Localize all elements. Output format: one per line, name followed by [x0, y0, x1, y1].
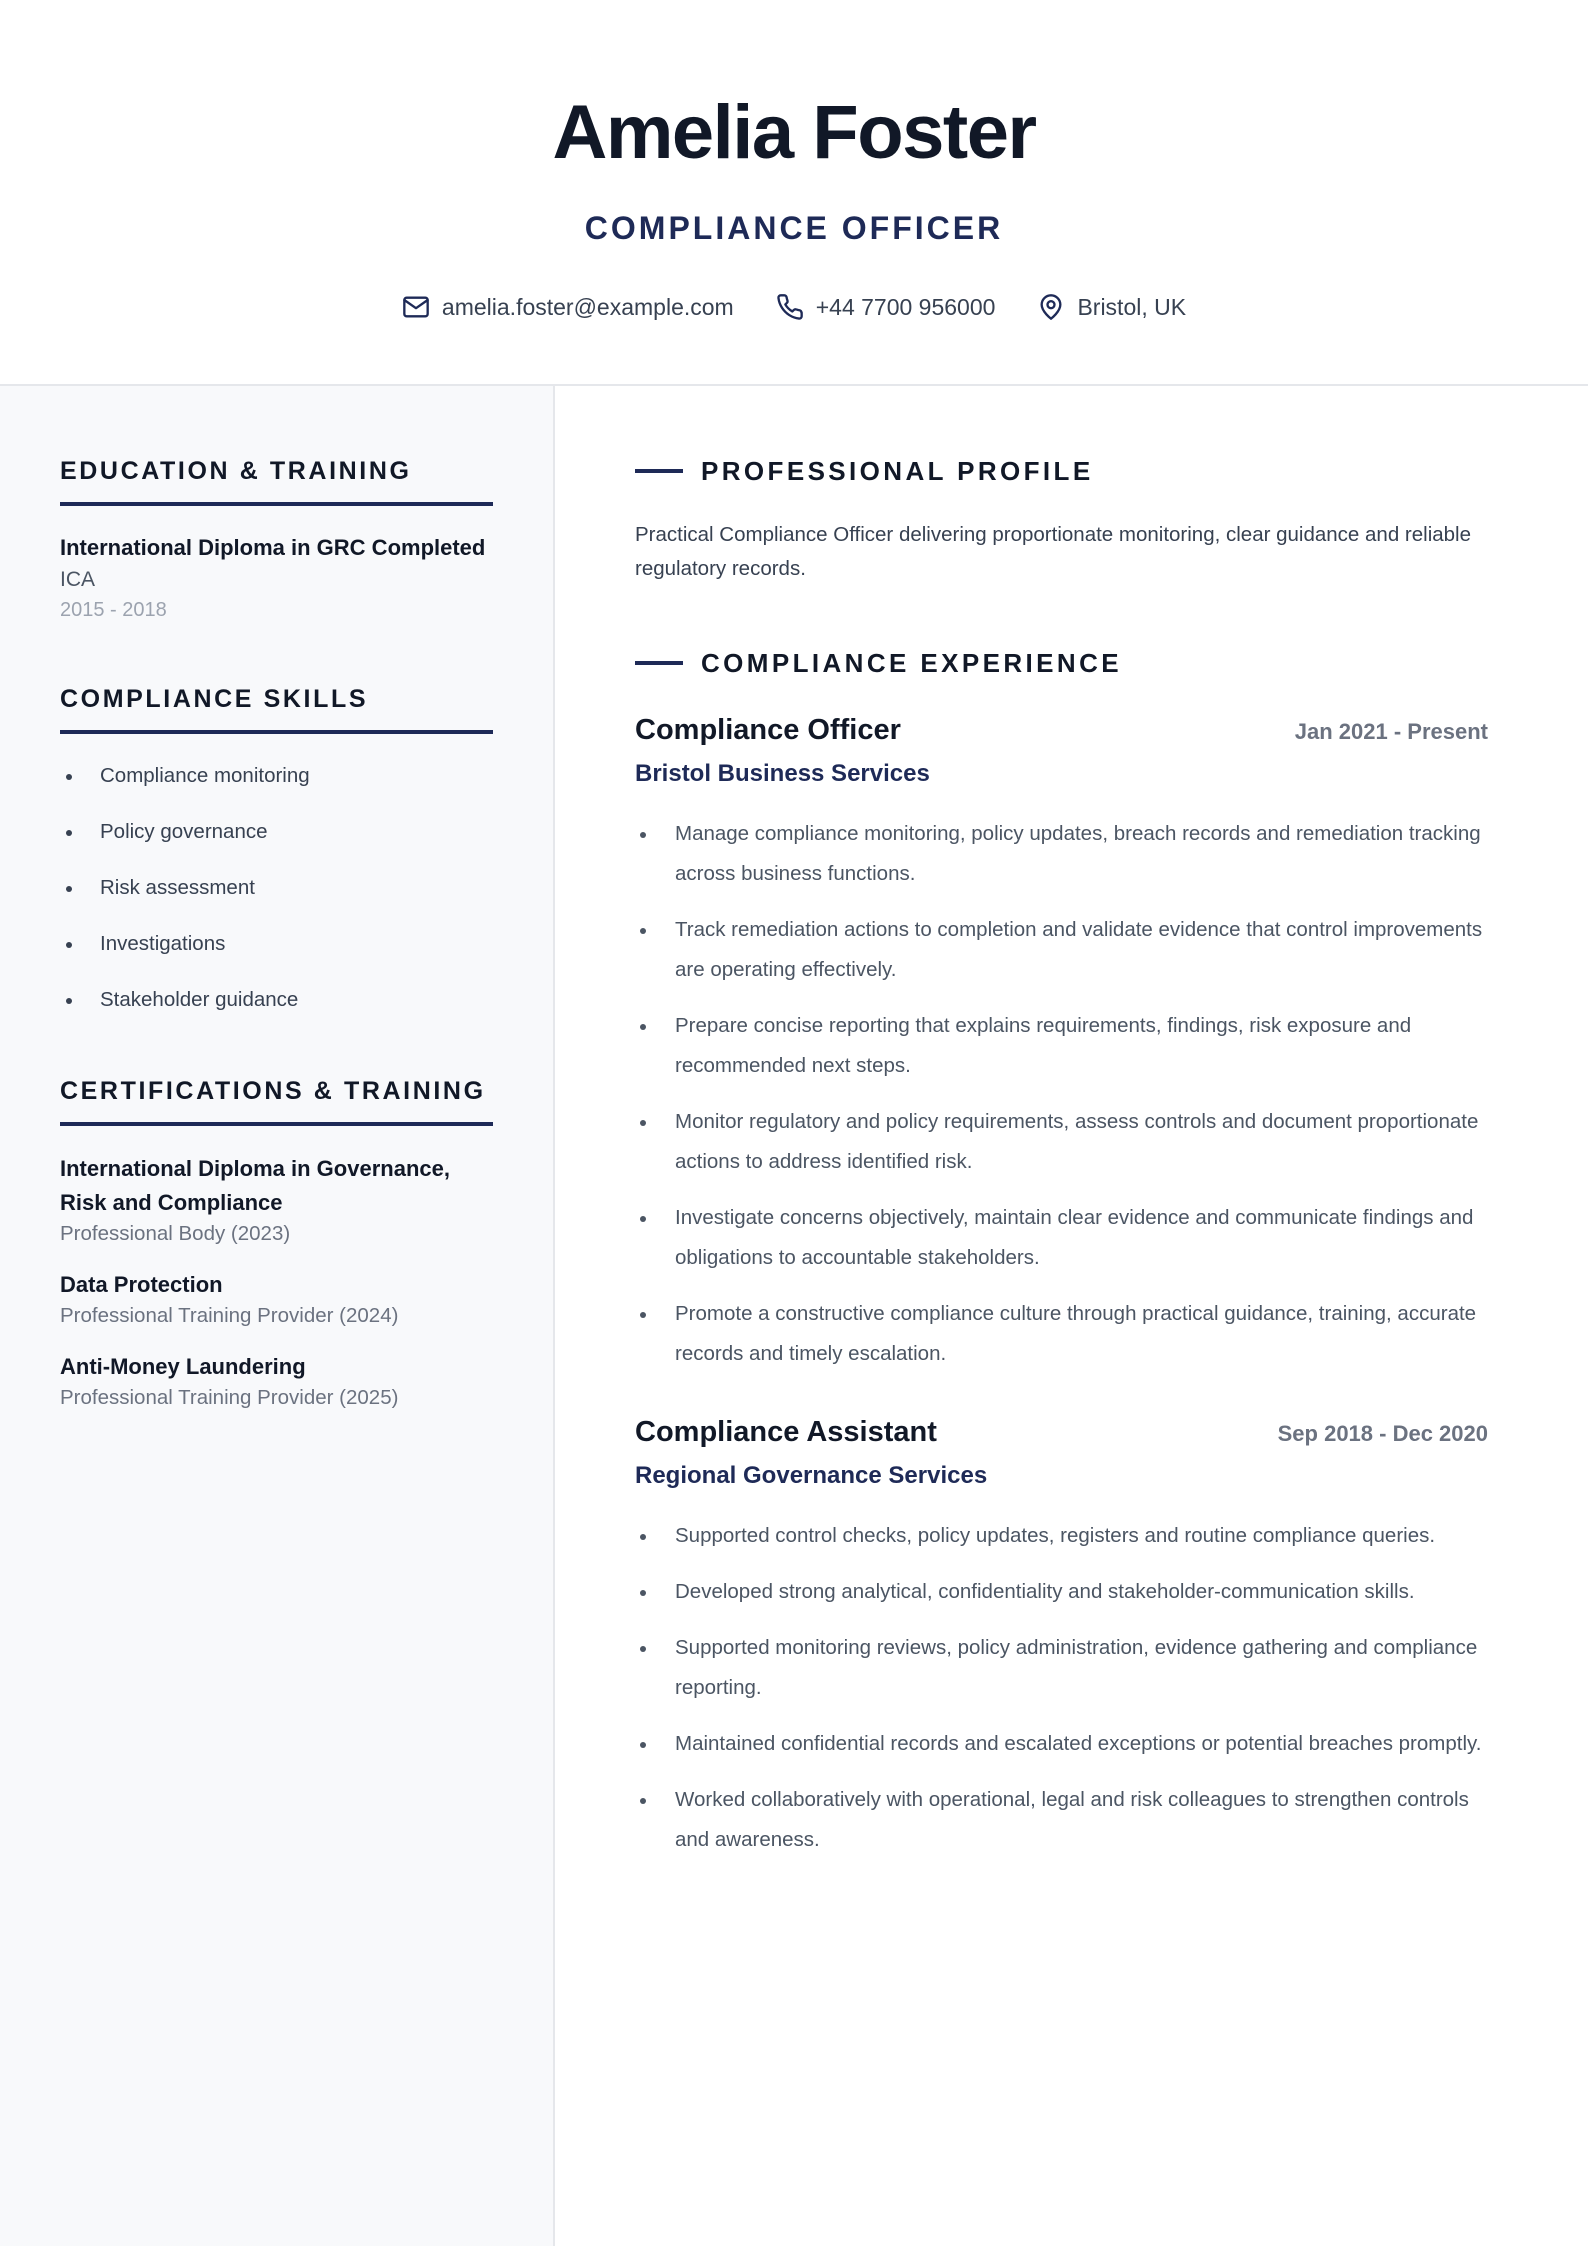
certification-provider: Professional Body (2023)	[60, 1222, 291, 1245]
job-bullet: Manage compliance monitoring, policy updates, breach records and remediation tracking across business functions.	[635, 814, 1488, 894]
job-bullet: Monitor regulatory and policy requirements, assess controls and document proportionate actions to address identified risk.	[635, 1102, 1488, 1182]
profile-summary: Practical Compliance Officer delivering proportionate monitoring, clear guidance and reliable regulatory records.	[635, 523, 1472, 580]
job-bullet: Developed strong analytical, confidentiality and stakeholder-communication skills.	[635, 1572, 1488, 1612]
skill-item: Compliance monitoring	[60, 760, 493, 792]
sidebar	[0, 386, 555, 2246]
resume-header	[0, 0, 1588, 386]
job-bullet: Supported monitoring reviews, policy administration, evidence gathering and compliance reporting.	[635, 1628, 1488, 1708]
job-bullet: Promote a constructive compliance culture through practical guidance, training, accurate records and timely escalation.	[635, 1294, 1488, 1374]
skills-heading: COMPLIANCE SKILLS	[60, 682, 493, 734]
job-bullet: Track remediation actions to completion and validate evidence that control improvements are operating effectively.	[635, 910, 1488, 990]
job-company: Regional Governance Services	[635, 1462, 988, 1489]
job-bullets	[635, 814, 1488, 1374]
education-degree: International Diploma in GRC Completed	[60, 535, 486, 560]
contact-email[interactable]	[402, 290, 734, 324]
job-header	[635, 1412, 1488, 1454]
profile-heading	[635, 454, 1488, 488]
certification-item	[60, 1350, 493, 1412]
skill-item: Investigations	[60, 928, 493, 960]
heading-accent-bar	[635, 469, 683, 473]
phone-icon	[776, 293, 804, 321]
mail-icon	[402, 293, 430, 321]
skills-section	[60, 682, 493, 1016]
main-content	[555, 386, 1588, 2246]
job-entry	[635, 1412, 1488, 1860]
contact-phone[interactable]	[776, 290, 996, 324]
experience-heading	[635, 646, 1488, 680]
certification-provider: Professional Training Provider (2025)	[60, 1386, 399, 1409]
resume-body	[0, 386, 1588, 2246]
job-bullet: Investigate concerns objectively, maintain clear evidence and communicate findings and obligations to accountable stakeholders.	[635, 1198, 1488, 1278]
job-bullets	[635, 1516, 1488, 1860]
job-header	[635, 710, 1488, 752]
skill-item: Policy governance	[60, 816, 493, 848]
education-school: ICA	[60, 568, 96, 591]
skill-item: Stakeholder guidance	[60, 984, 493, 1016]
job-company: Bristol Business Services	[635, 760, 930, 787]
job-bullet: Worked collaboratively with operational, legal and risk colleagues to strengthen controls and awareness.	[635, 1780, 1488, 1860]
profile-heading-text: PROFESSIONAL PROFILE	[701, 456, 1094, 486]
job-entry	[635, 710, 1488, 1374]
contact-bar	[0, 290, 1588, 324]
job-dates: Jan 2021 - Present	[1294, 719, 1488, 744]
experience-heading-text: COMPLIANCE EXPERIENCE	[701, 648, 1123, 678]
certification-provider: Professional Training Provider (2024)	[60, 1304, 399, 1327]
education-years: 2015 - 2018	[60, 599, 167, 621]
certifications-section	[60, 1074, 493, 1412]
job-bullet: Supported control checks, policy updates, registers and routine compliance queries.	[635, 1516, 1488, 1556]
certification-name: International Diploma in Governance, Risk and Compliance	[60, 1156, 450, 1215]
certification-item	[60, 1268, 493, 1330]
job-role-title: COMPLIANCE OFFICER	[584, 210, 1004, 246]
location-text: Bristol, UK	[1077, 294, 1187, 320]
skills-list	[60, 760, 493, 1016]
skill-item: Risk assessment	[60, 872, 493, 904]
heading-accent-bar	[635, 661, 683, 665]
certification-name: Data Protection	[60, 1272, 223, 1297]
certification-name: Anti-Money Laundering	[60, 1354, 306, 1379]
job-dates: Sep 2018 - Dec 2020	[1277, 1421, 1488, 1446]
job-title: Compliance Assistant	[635, 1416, 937, 1448]
location-pin-icon	[1037, 293, 1065, 321]
certifications-heading: CERTIFICATIONS & TRAINING	[60, 1074, 493, 1126]
email-text: amelia.foster@example.com	[441, 294, 734, 320]
education-section	[60, 454, 493, 624]
candidate-name: Amelia Foster	[552, 90, 1036, 175]
job-bullet: Prepare concise reporting that explains requirements, findings, risk exposure and recommended next steps.	[635, 1006, 1488, 1086]
profile-section	[635, 454, 1488, 586]
phone-text: +44 7700 956000	[815, 294, 996, 320]
education-heading: EDUCATION & TRAINING	[60, 454, 493, 506]
job-title: Compliance Officer	[635, 714, 901, 746]
job-bullet: Maintained confidential records and escalated exceptions or potential breaches promptly.	[635, 1724, 1488, 1764]
contact-location	[1037, 290, 1186, 324]
certification-item	[60, 1152, 493, 1248]
experience-section	[635, 646, 1488, 1860]
